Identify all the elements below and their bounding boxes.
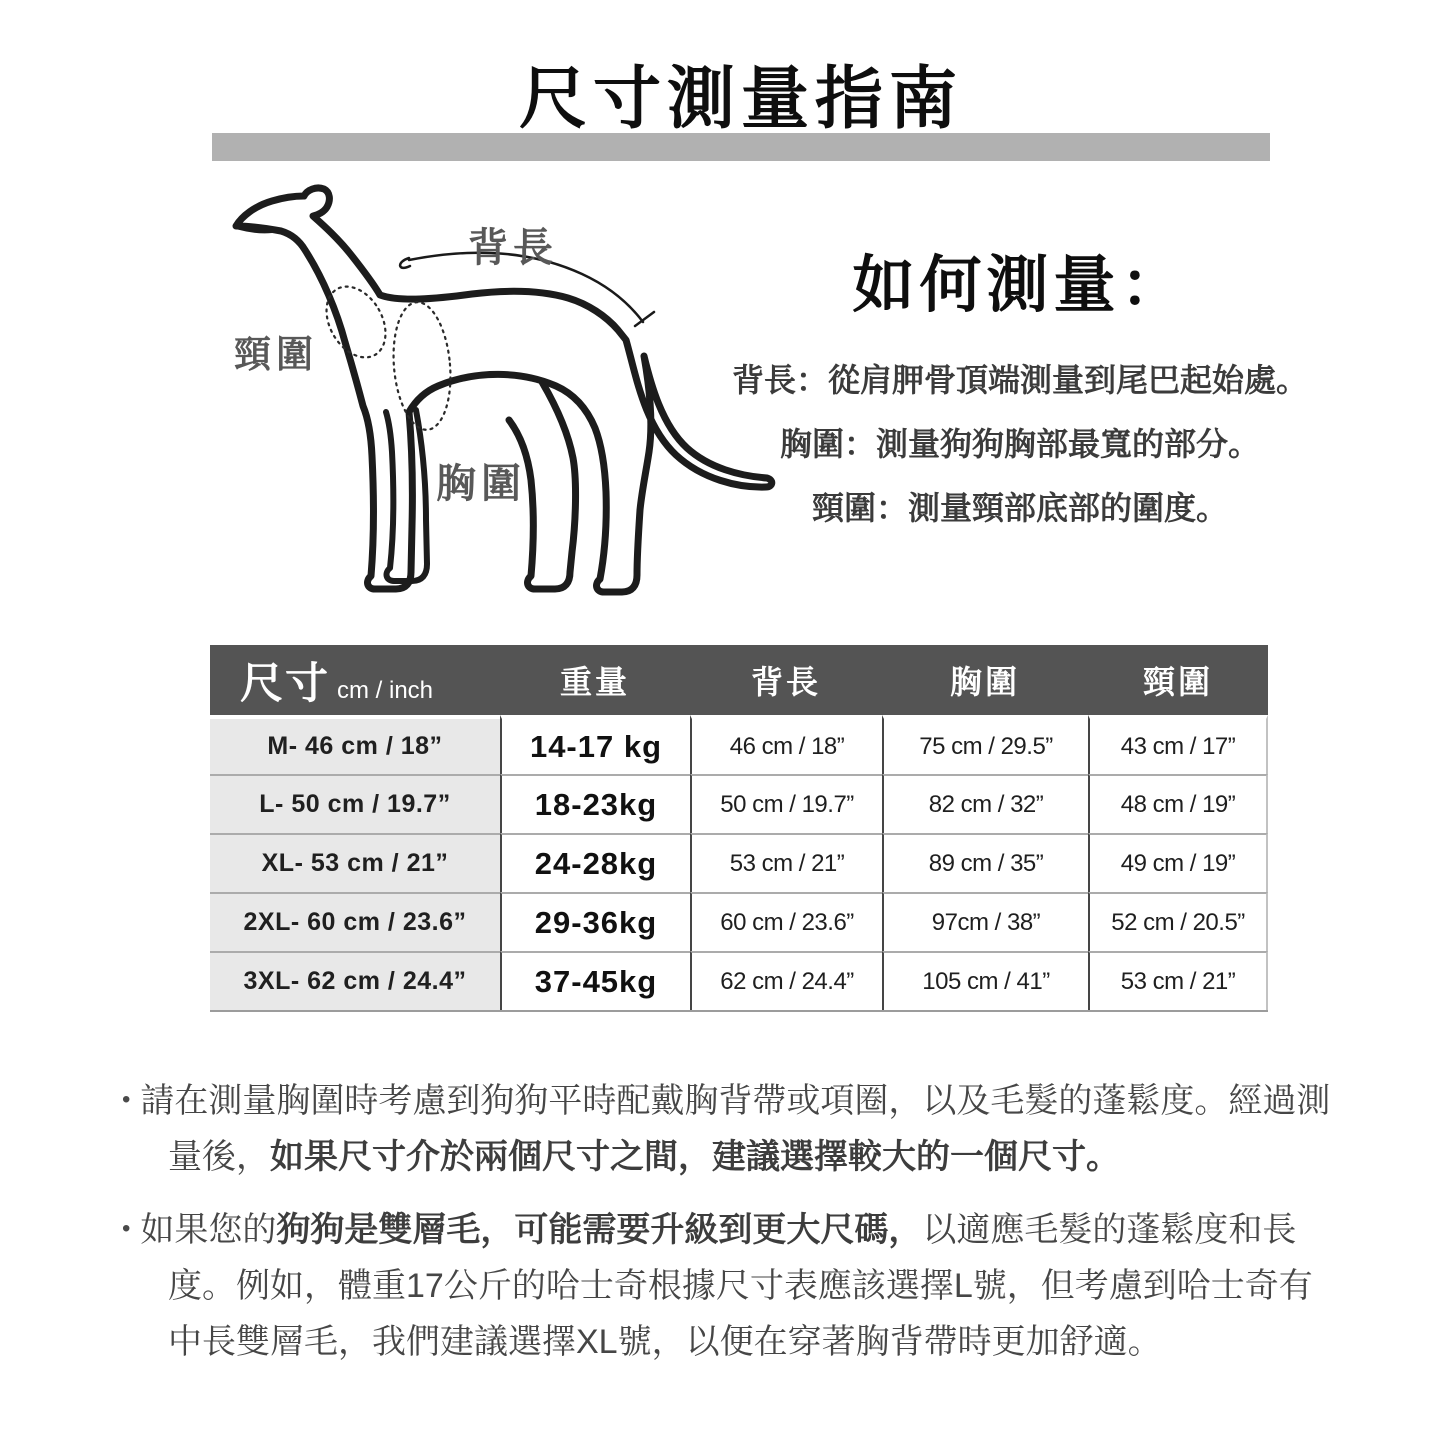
table-row-back: 60 cm / 23.6” <box>690 892 882 951</box>
diagram-label-back-length: 背長 <box>468 226 558 270</box>
chest-girth-ellipse <box>389 300 456 432</box>
dog-far-front-leg <box>386 410 427 581</box>
table-row-neck: 53 cm / 21” <box>1088 951 1268 1010</box>
table-row-back: 50 cm / 19.7” <box>690 774 882 833</box>
table-header-size <box>210 645 500 715</box>
bullet-icon: • <box>122 1215 131 1242</box>
table-row-weight: 18-23kg <box>500 774 690 833</box>
how-to-text-neck: 測量頸部底部的圍度。 <box>908 490 1229 526</box>
table-header-chest: 胸圍 <box>882 645 1088 715</box>
table-row-neck: 43 cm / 17” <box>1088 715 1268 774</box>
table-row-neck: 48 cm / 19” <box>1088 774 1268 833</box>
how-to-line-chest <box>700 412 1340 476</box>
note-text: 請在測量胸圍時考慮到狗狗平時配戴胸背帶或項圈，以及毛髮的蓬鬆度。經過測量後， <box>140 1082 1331 1176</box>
table-header-size-label: 尺寸 <box>240 660 330 708</box>
table-row-neck: 52 cm / 20.5” <box>1088 892 1268 951</box>
diagram-label-neck-girth: 頸圍 <box>234 334 318 375</box>
bullet-icon: • <box>122 1086 131 1113</box>
table-row-weight: 29-36kg <box>500 892 690 951</box>
note-text-bold: 狗狗是雙層毛，可能需要升級到更大尺碼， <box>276 1211 923 1249</box>
table-row-chest: 82 cm / 32” <box>882 774 1088 833</box>
how-to-heading: 如何測量： <box>852 252 1188 320</box>
how-to-line-back <box>700 348 1340 412</box>
table-row-size: L- 50 cm / 19.7” <box>210 774 500 833</box>
how-to-text-chest: 測量狗狗胸部最寬的部分。 <box>876 426 1261 462</box>
note-double-coat <box>122 1201 1346 1370</box>
note-text: 如果您的 <box>140 1211 277 1249</box>
table-header-back: 背長 <box>690 645 882 715</box>
table-row-chest: 105 cm / 41” <box>882 951 1088 1010</box>
how-to-label-back: 背長： <box>731 362 828 398</box>
table-row-size: 2XL- 60 cm / 23.6” <box>210 892 500 951</box>
note-text: 以適應毛髮的蓬鬆度和長度。例如，體重17公斤的哈士奇根據尺寸表應該選擇L號，但考慮到哈士奇有中長雙層毛，我們建議選擇XL號，以便在穿著胸背帶時更加舒適。 <box>168 1211 1313 1361</box>
table-row-weight: 24-28kg <box>500 833 690 892</box>
table-row-back: 46 cm / 18” <box>690 715 882 774</box>
diagram-label-chest-girth: 胸圍 <box>436 462 526 506</box>
table-row-size: XL- 53 cm / 21” <box>210 833 500 892</box>
how-to-measure-section <box>700 246 1340 540</box>
table-row-size: 3XL- 62 cm / 24.4” <box>210 951 500 1010</box>
table-row-size: M- 46 cm / 18” <box>210 715 500 774</box>
table-header-weight: 重量 <box>500 645 690 715</box>
table-row-chest: 97cm / 38” <box>882 892 1088 951</box>
how-to-label-neck: 頸圍： <box>811 490 908 526</box>
note-text-bold: 如果尺寸介於兩個尺寸之間，建議選擇較大的一個尺寸。 <box>270 1138 1120 1176</box>
how-to-line-neck <box>700 476 1340 540</box>
table-row-weight: 37-45kg <box>500 951 690 1010</box>
page-title: 尺寸測量指南 <box>518 61 963 137</box>
notes-section <box>122 1072 1346 1370</box>
table-row-back: 62 cm / 24.4” <box>690 951 882 1010</box>
table-row-weight: 14-17 kg <box>500 715 690 774</box>
table-header-neck: 頸圍 <box>1088 645 1268 715</box>
table-row-chest: 75 cm / 29.5” <box>882 715 1088 774</box>
size-table <box>210 645 1268 1012</box>
how-to-text-back: 從肩胛骨頂端測量到尾巴起始處。 <box>828 362 1309 398</box>
table-row-neck: 49 cm / 19” <box>1088 833 1268 892</box>
table-header-size-unit: cm / inch <box>337 677 434 704</box>
how-to-label-chest: 胸圍： <box>779 426 876 462</box>
table-row-back: 53 cm / 21” <box>690 833 882 892</box>
table-row-chest: 89 cm / 35” <box>882 833 1088 892</box>
note-sizing-between <box>122 1072 1346 1185</box>
